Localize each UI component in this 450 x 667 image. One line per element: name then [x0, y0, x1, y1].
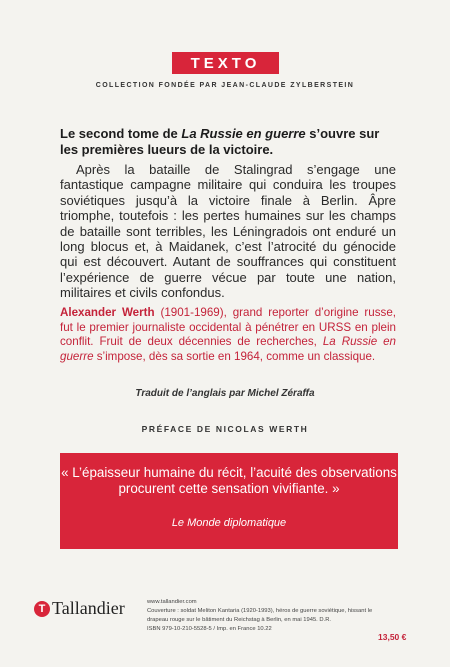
author-name: Alexander Werth: [60, 306, 155, 319]
website: www.tallandier.com: [147, 599, 197, 605]
back-credits: [147, 598, 395, 634]
press-quote: « L’épaisseur humaine du récit, l’acuité des observations procurent cette sensation vivifiante. »: [61, 465, 397, 496]
press-quote-source: Le Monde diplomatique: [171, 517, 287, 529]
preface-credit: PRÉFACE DE NICOLAS WERTH: [141, 424, 309, 434]
bio-part1: (1901-1969), grand reporter d’origine russe, fut le premier journaliste occidental à pénétrer en URSS en plein conflit. Fruit de deux décennies de recherches,: [60, 306, 396, 349]
publisher-mark-icon: T: [34, 601, 50, 617]
summary-paragraph: [60, 162, 396, 301]
logo-text: TEXTO: [190, 54, 261, 72]
lead-before: Le second tome de: [60, 126, 182, 141]
texto-logo: [172, 52, 279, 74]
author-bio: [60, 306, 396, 364]
publisher-logo: [34, 598, 125, 619]
price: 13,50 €: [378, 632, 407, 642]
collection-line: COLLECTION FONDÉE PAR JEAN-CLAUDE ZYLBERSTEIN: [95, 82, 355, 89]
bio-title: La Russie en guerre: [60, 335, 397, 363]
lead-title: La Russie en guerre: [181, 126, 306, 141]
isbn: ISBN 979-10-210-5528-5 / Imp. en France 10.22: [147, 626, 272, 632]
press-quote-box: [60, 453, 398, 549]
publisher-name: Tallandier: [52, 598, 125, 618]
bio-part2: s’impose, dès sa sortie en 1964, comme un classique.: [93, 349, 376, 363]
lead-paragraph: [60, 126, 396, 158]
lead-after: s’ouvre sur les premières lueurs de la victoire.: [60, 126, 380, 157]
cover-credit: Couverture : soldat Meliton Kantaria (1920-1993), héros de guerre soviétique, hissant le drapeau rouge sur le bâtiment du Reichstag à Berlin, en mai 1945. D.R.: [147, 608, 373, 623]
summary-text: Après la bataille de Stalingrad s’engage une fantastique campagne militaire qui conduira les troupes soviétiques jusqu’à la victoire finale à Berlin. Âpre triomphe, toutefois : les pertes humaines sur les champs de bataille sont terribles, les Léningradois ont enduré un long blocus et, à Maidanek, c’est l’atrocité du génocide qui est découvert. Autant de souffrances qui constituent l’expérience de guerre vécue par toute une nation, militaires et civils confondus.: [60, 162, 396, 301]
translator-credit: Traduit de l’anglais par Michel Zéraffa: [135, 388, 315, 399]
